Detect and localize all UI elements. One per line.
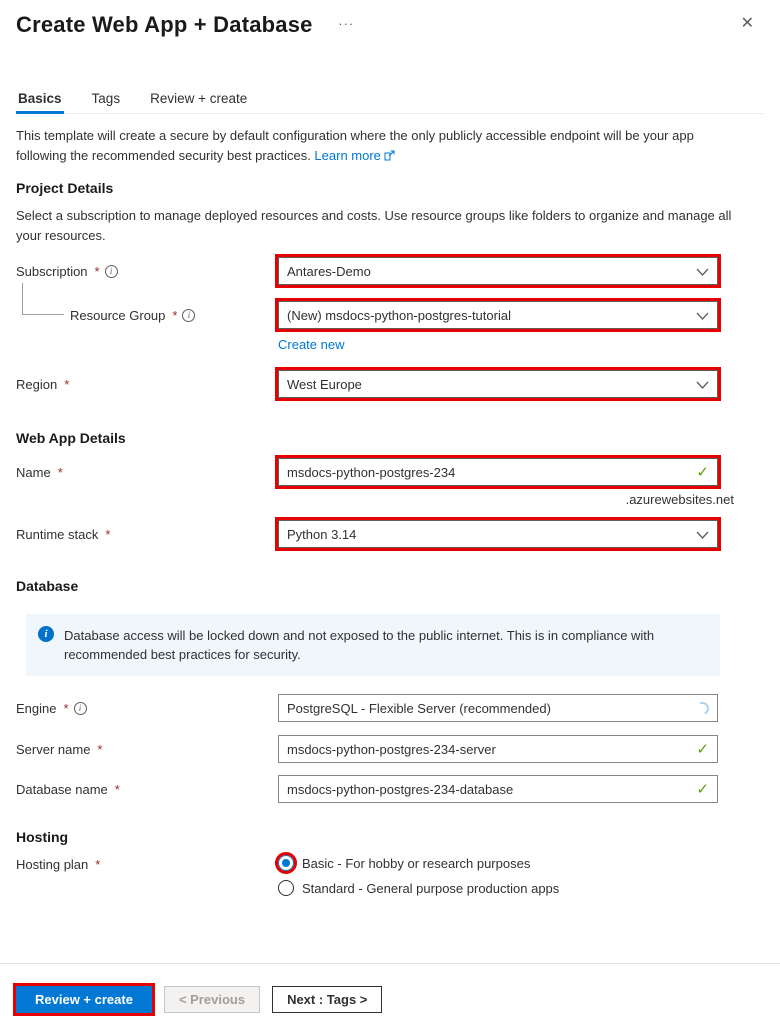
region-labelcol [16, 377, 278, 392]
runtime-label: Runtime stack [16, 526, 99, 542]
more-actions-icon[interactable]: ··· [338, 16, 355, 31]
tab-tags[interactable]: Tags [91, 91, 121, 106]
runtime-dropdown[interactable] [278, 520, 718, 548]
resource-group-row [16, 301, 780, 329]
server-name-label: Server name [16, 741, 91, 757]
review-create-button[interactable]: Review + create [16, 986, 152, 1013]
hosting-plan-row [16, 855, 780, 896]
engine-row [16, 694, 780, 722]
subscription-label: Subscription [16, 263, 88, 279]
create-new-link[interactable]: Create new [278, 337, 345, 352]
radio-selected-icon[interactable] [278, 855, 294, 871]
name-suffix: .azurewebsites.net [625, 492, 734, 507]
region-row [16, 370, 780, 398]
server-name-row [16, 735, 780, 763]
hosting-plan-option-standard[interactable] [278, 880, 559, 896]
external-link-icon [384, 147, 395, 167]
hosting-plan-standard-label: Standard - General purpose production apps [302, 880, 560, 896]
database-name-label: Database name [16, 781, 108, 797]
loading-spinner-icon [694, 700, 711, 717]
wizard-tabs [16, 91, 764, 114]
subscription-value: Antares-Demo [287, 263, 371, 279]
hosting-plan-radio-group [278, 855, 559, 896]
required-marker: * [63, 700, 69, 716]
chevron-down-icon [696, 264, 709, 279]
resource-group-dropdown[interactable] [278, 301, 718, 329]
intro-sentence: This template will create a secure by default configuration where the only publicly accessible endpoint will be your app following the recommended security best practices. [16, 128, 694, 163]
subscription-labelcol [16, 264, 278, 279]
required-marker: * [172, 307, 178, 323]
runtime-value: Python 3.14 [287, 526, 357, 542]
server-name-input[interactable] [278, 735, 718, 763]
page-title: Create Web App + Database [16, 12, 313, 37]
chevron-down-icon [696, 527, 709, 542]
hosting-plan-label: Hosting plan [16, 857, 89, 872]
header [0, 0, 780, 38]
database-name-labelcol [16, 782, 278, 797]
footer-buttons [16, 986, 780, 1013]
engine-info-icon[interactable]: i [74, 702, 87, 715]
previous-button[interactable]: < Previous [164, 986, 260, 1013]
required-marker: * [97, 741, 103, 757]
name-value: msdocs-python-postgres-234 [287, 464, 456, 480]
close-icon[interactable]: ✕ [740, 15, 754, 32]
name-row [16, 458, 780, 486]
tab-basics[interactable]: Basics [16, 91, 64, 113]
runtime-row [16, 520, 780, 548]
valid-check-icon: ✓ [696, 741, 709, 758]
tab-review-create[interactable]: Review + create [150, 91, 248, 106]
project-details-heading: Project Details [16, 180, 114, 196]
engine-label: Engine [16, 700, 57, 716]
engine-labelcol [16, 701, 278, 716]
next-tags-button[interactable]: Next : Tags > [272, 986, 382, 1013]
resource-group-value: (New) msdocs-python-postgres-tutorial [287, 307, 511, 323]
engine-value: PostgreSQL - Flexible Server (recommended) [287, 700, 551, 716]
subscription-row [16, 257, 780, 285]
name-label: Name [16, 464, 51, 480]
name-labelcol [16, 465, 278, 480]
subscription-dropdown[interactable] [278, 257, 718, 285]
required-marker: * [105, 526, 111, 542]
webapp-details-heading: Web App Details [16, 430, 126, 446]
radio-unselected-icon[interactable] [278, 880, 294, 896]
hosting-plan-labelcol [16, 855, 278, 872]
banner-text: Database access will be locked down and not exposed to the public internet. This is in compliance with recommended best practices for security. [64, 628, 655, 662]
learn-more-link[interactable]: Learn more [314, 147, 381, 163]
required-marker: * [64, 376, 70, 392]
info-icon: i [38, 626, 54, 642]
database-info-banner [26, 614, 720, 676]
required-marker: * [95, 857, 101, 872]
resource-group-connector [22, 283, 64, 315]
region-dropdown[interactable] [278, 370, 718, 398]
resource-group-info-icon[interactable]: i [182, 309, 195, 322]
hosting-plan-basic-label: Basic - For hobby or research purposes [302, 855, 531, 871]
required-marker: * [94, 263, 100, 279]
server-name-labelcol [16, 742, 278, 757]
hosting-heading: Hosting [16, 829, 69, 845]
database-name-value: msdocs-python-postgres-234-database [287, 781, 514, 797]
wizard-footer [0, 963, 780, 1032]
database-name-input[interactable] [278, 775, 718, 803]
valid-check-icon: ✓ [696, 781, 709, 798]
required-marker: * [114, 781, 120, 797]
engine-dropdown[interactable] [278, 694, 718, 722]
runtime-labelcol [16, 527, 278, 542]
valid-check-icon: ✓ [696, 464, 709, 481]
basics-form [16, 257, 780, 594]
chevron-down-icon [696, 377, 709, 392]
database-form [16, 694, 780, 896]
server-name-value: msdocs-python-postgres-234-server [287, 741, 496, 757]
resource-group-label: Resource Group [70, 307, 166, 323]
name-input[interactable] [278, 458, 718, 486]
database-name-row [16, 775, 780, 803]
required-marker: * [57, 464, 63, 480]
subscription-info-icon[interactable]: i [105, 265, 118, 278]
intro-text [16, 126, 742, 166]
region-value: West Europe [287, 376, 362, 392]
hosting-plan-option-basic[interactable] [278, 855, 559, 871]
chevron-down-icon [696, 308, 709, 323]
project-details-description: Select a subscription to manage deployed resources and costs. Use resource groups like folders to organize and manage all your resources. [16, 208, 732, 243]
database-heading: Database [16, 578, 79, 594]
region-label: Region [16, 376, 58, 392]
